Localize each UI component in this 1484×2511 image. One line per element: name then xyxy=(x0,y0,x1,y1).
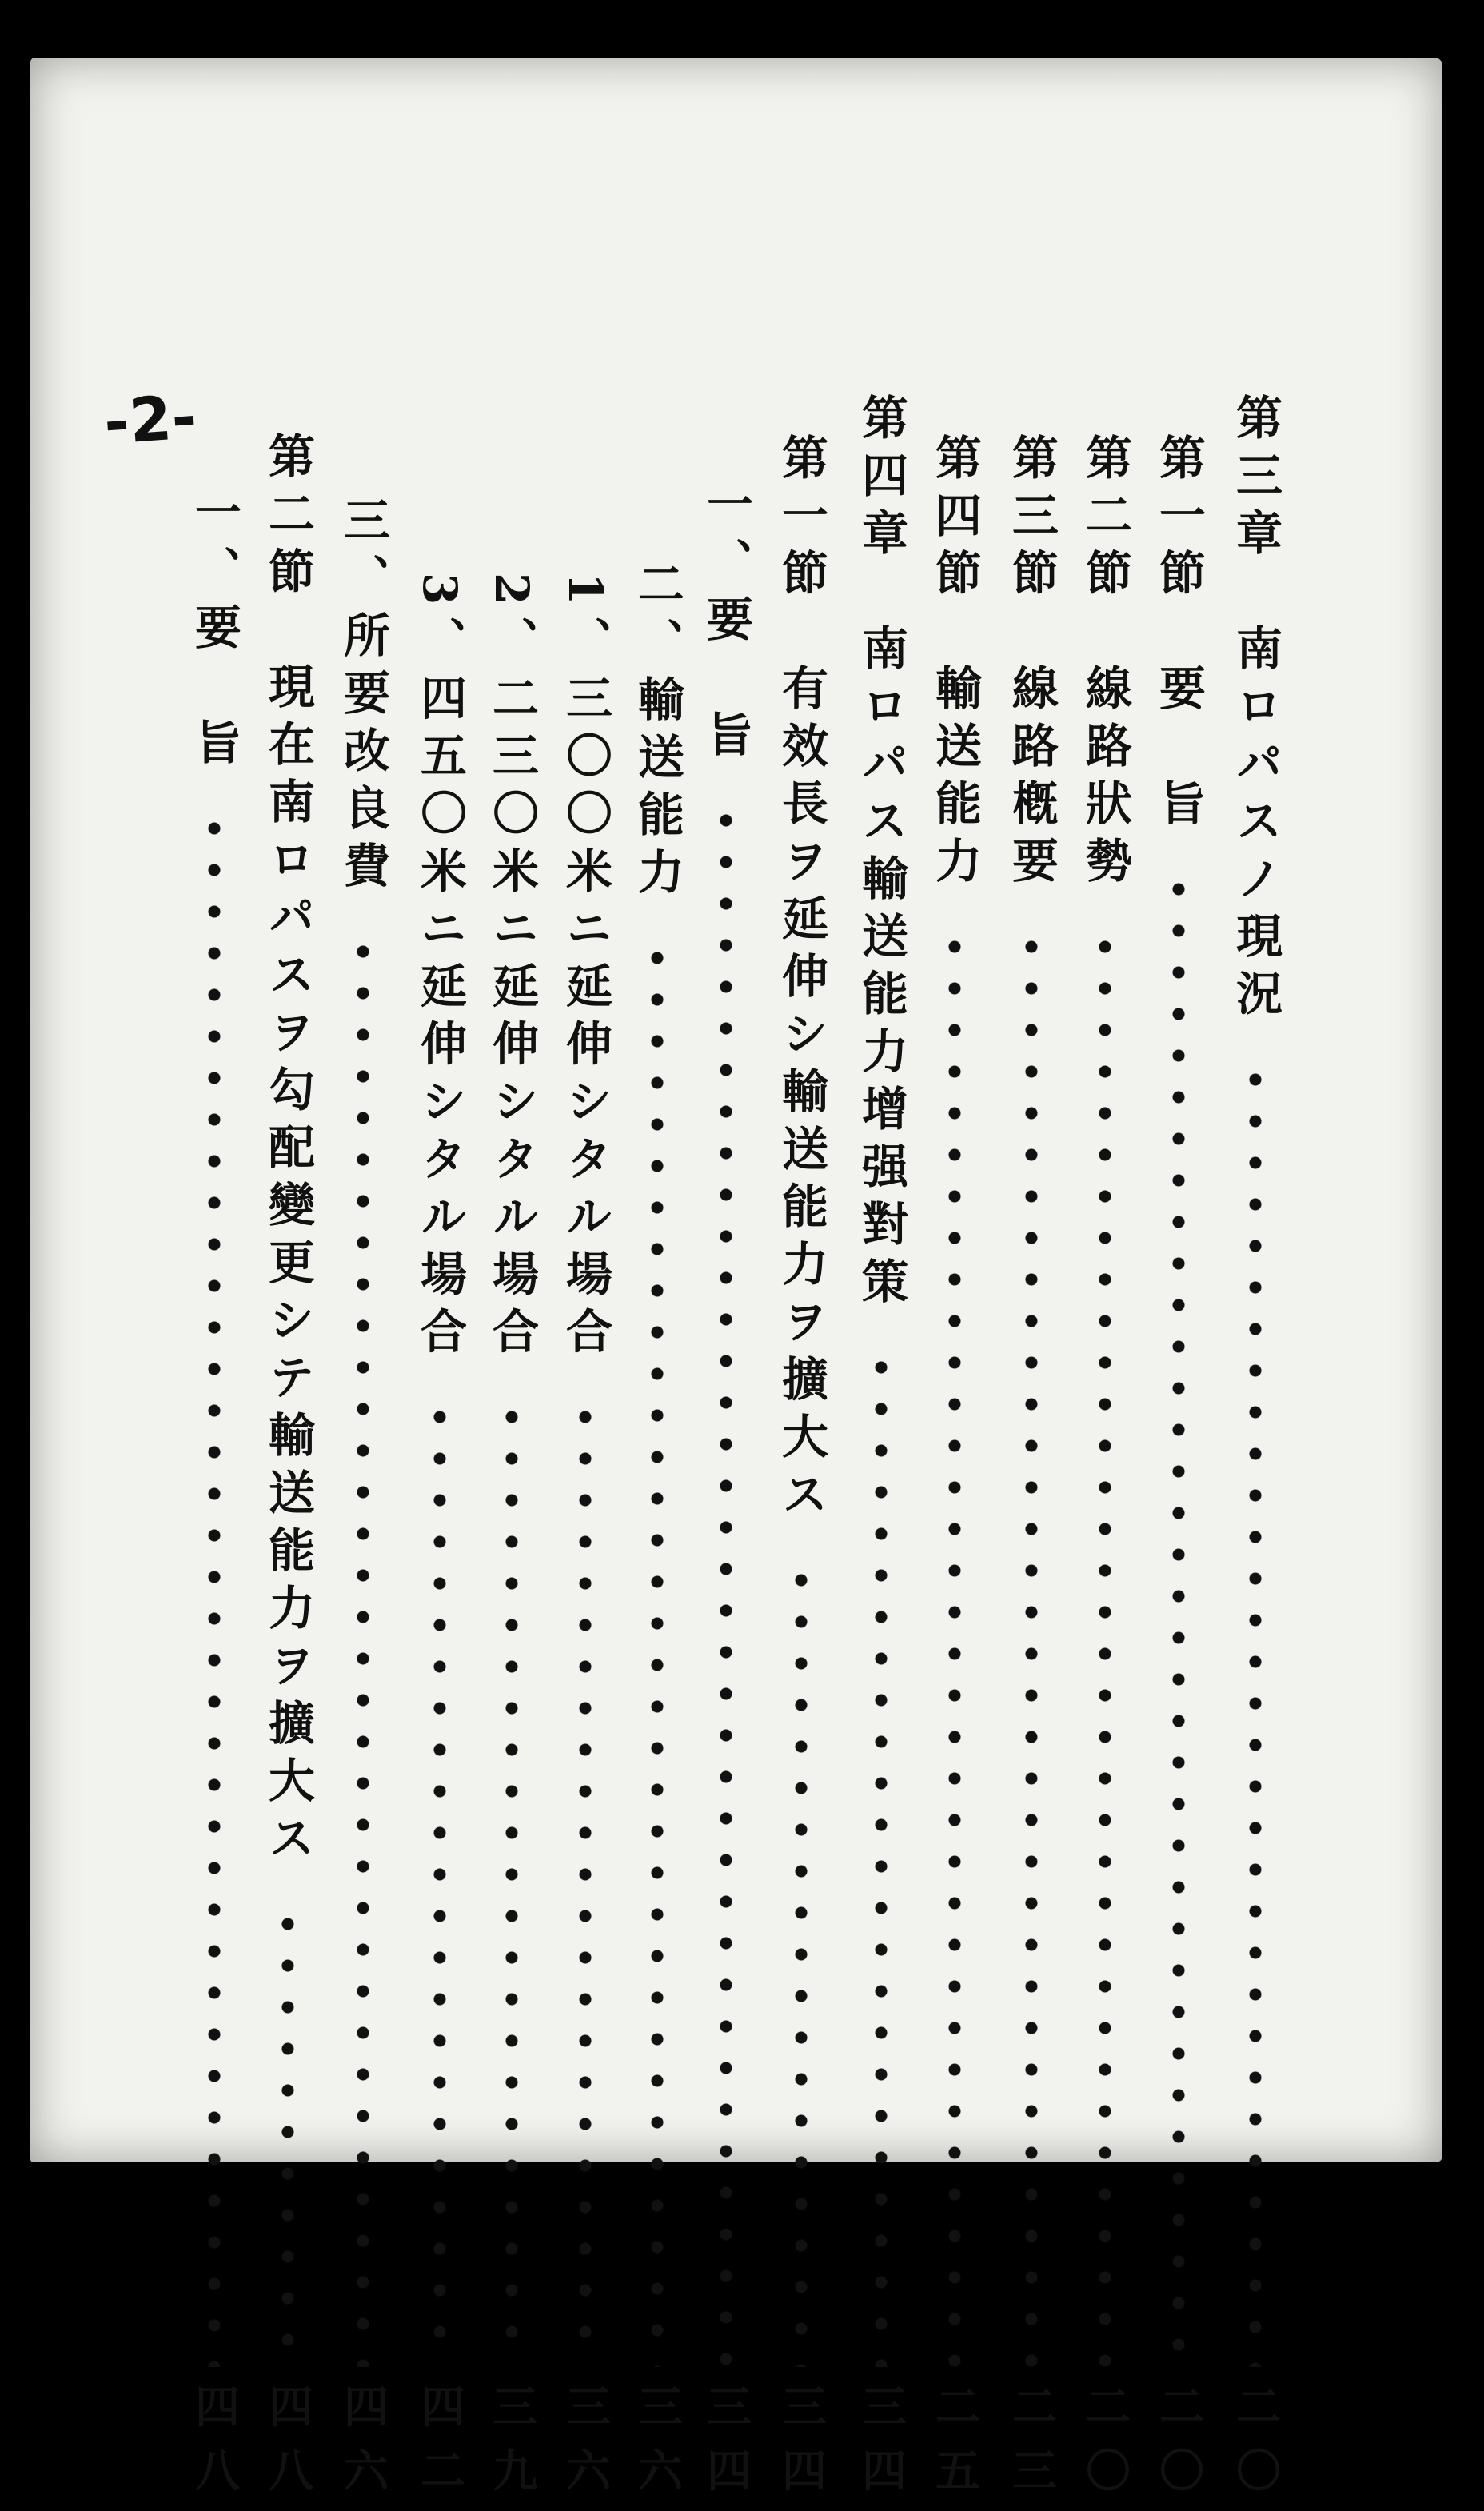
toc-entry-label: 第三章 南ロパスノ現況 xyxy=(1228,393,1283,1027)
toc-entry-label: 3、四五〇米ニ延伸シタル場合 xyxy=(413,573,467,1365)
toc-entry xyxy=(768,0,835,2511)
toc-entry-label: 第四節 輸送能力 xyxy=(927,433,982,894)
toc-entry xyxy=(624,0,691,2511)
dot-leader xyxy=(624,937,691,2367)
dot-leader xyxy=(1145,868,1212,2367)
toc-entry xyxy=(329,0,397,2511)
dot-leader xyxy=(406,1396,473,2367)
toc-entry-label: 一、要 旨 xyxy=(699,480,753,768)
toc-entry-page: 三四 xyxy=(775,2383,828,2511)
toc-entry-label: 第一節 要 旨 xyxy=(1151,433,1206,836)
toc-entry xyxy=(848,0,915,2511)
toc-entry-page: 三九 xyxy=(485,2383,538,2511)
toc-entry xyxy=(1222,0,1289,2511)
toc-entry xyxy=(552,0,619,2511)
dot-leader xyxy=(921,926,988,2367)
page-number: -2- xyxy=(102,381,199,458)
dot-leader xyxy=(848,1347,915,2367)
toc-entry-label: 三、所要改良費 xyxy=(336,496,390,899)
toc-entry-page: 二〇 xyxy=(1152,2383,1205,2511)
toc-entry-label: 第三節 線路槪要 xyxy=(1004,433,1059,894)
dot-leader xyxy=(329,931,397,2367)
toc-entry-page: 四二 xyxy=(413,2383,466,2511)
toc-entry-label: 第二節 現在南ロパスヲ勾配變更シテ輸送能力ヲ擴大ス xyxy=(261,432,315,1871)
toc-entry-page: 四六 xyxy=(337,2383,389,2511)
toc-entry-page: 二〇 xyxy=(1079,2383,1131,2511)
dot-leader xyxy=(768,1559,835,2367)
toc-entry-label: 2、二三〇米ニ延伸シタル場合 xyxy=(485,573,539,1365)
toc-entry xyxy=(921,0,988,2511)
dot-leader xyxy=(692,800,760,2367)
dot-leader xyxy=(1071,926,1139,2367)
dot-leader xyxy=(998,926,1065,2367)
toc-entry-page: 四八 xyxy=(188,2383,241,2511)
toc-entry xyxy=(998,0,1065,2511)
toc-entry-label: 一、要 旨 xyxy=(187,488,241,776)
toc-entry-label: 1、三〇〇米ニ延伸シタル場合 xyxy=(558,573,612,1365)
dot-leader xyxy=(552,1396,619,2367)
toc-entry xyxy=(254,0,321,2511)
toc-entry xyxy=(692,0,760,2511)
toc-entry-label: 第一節 有效長ヲ延伸シ輸送能力ヲ擴大ス xyxy=(774,433,828,1527)
dot-leader xyxy=(478,1396,545,2367)
toc-entry-page: 二〇 xyxy=(1229,2383,1282,2511)
dot-leader xyxy=(181,808,248,2367)
toc-entry-label: 二、輸送能力 xyxy=(630,560,684,905)
dot-leader xyxy=(1222,1059,1289,2367)
toc-entry-page: 二三 xyxy=(1005,2383,1058,2511)
toc-entry xyxy=(406,0,473,2511)
toc-entry-page: 三六 xyxy=(631,2383,684,2511)
toc-entry xyxy=(181,0,248,2511)
toc-entry-page: 三四 xyxy=(700,2383,752,2511)
toc-entry xyxy=(1145,0,1212,2511)
toc-entry-label: 第二節 線路狀勢 xyxy=(1078,433,1132,894)
toc-entry-page: 三四 xyxy=(855,2383,908,2511)
dot-leader xyxy=(254,1903,321,2367)
toc-entry-label: 第四章 南ロパス輸送能力增强對策 xyxy=(854,393,908,1315)
toc-entry-page: 三六 xyxy=(559,2383,612,2511)
toc-entry xyxy=(1071,0,1139,2511)
toc-entry-page: 二五 xyxy=(928,2383,981,2511)
toc-entry-page: 四八 xyxy=(261,2383,314,2511)
toc-entry xyxy=(478,0,545,2511)
